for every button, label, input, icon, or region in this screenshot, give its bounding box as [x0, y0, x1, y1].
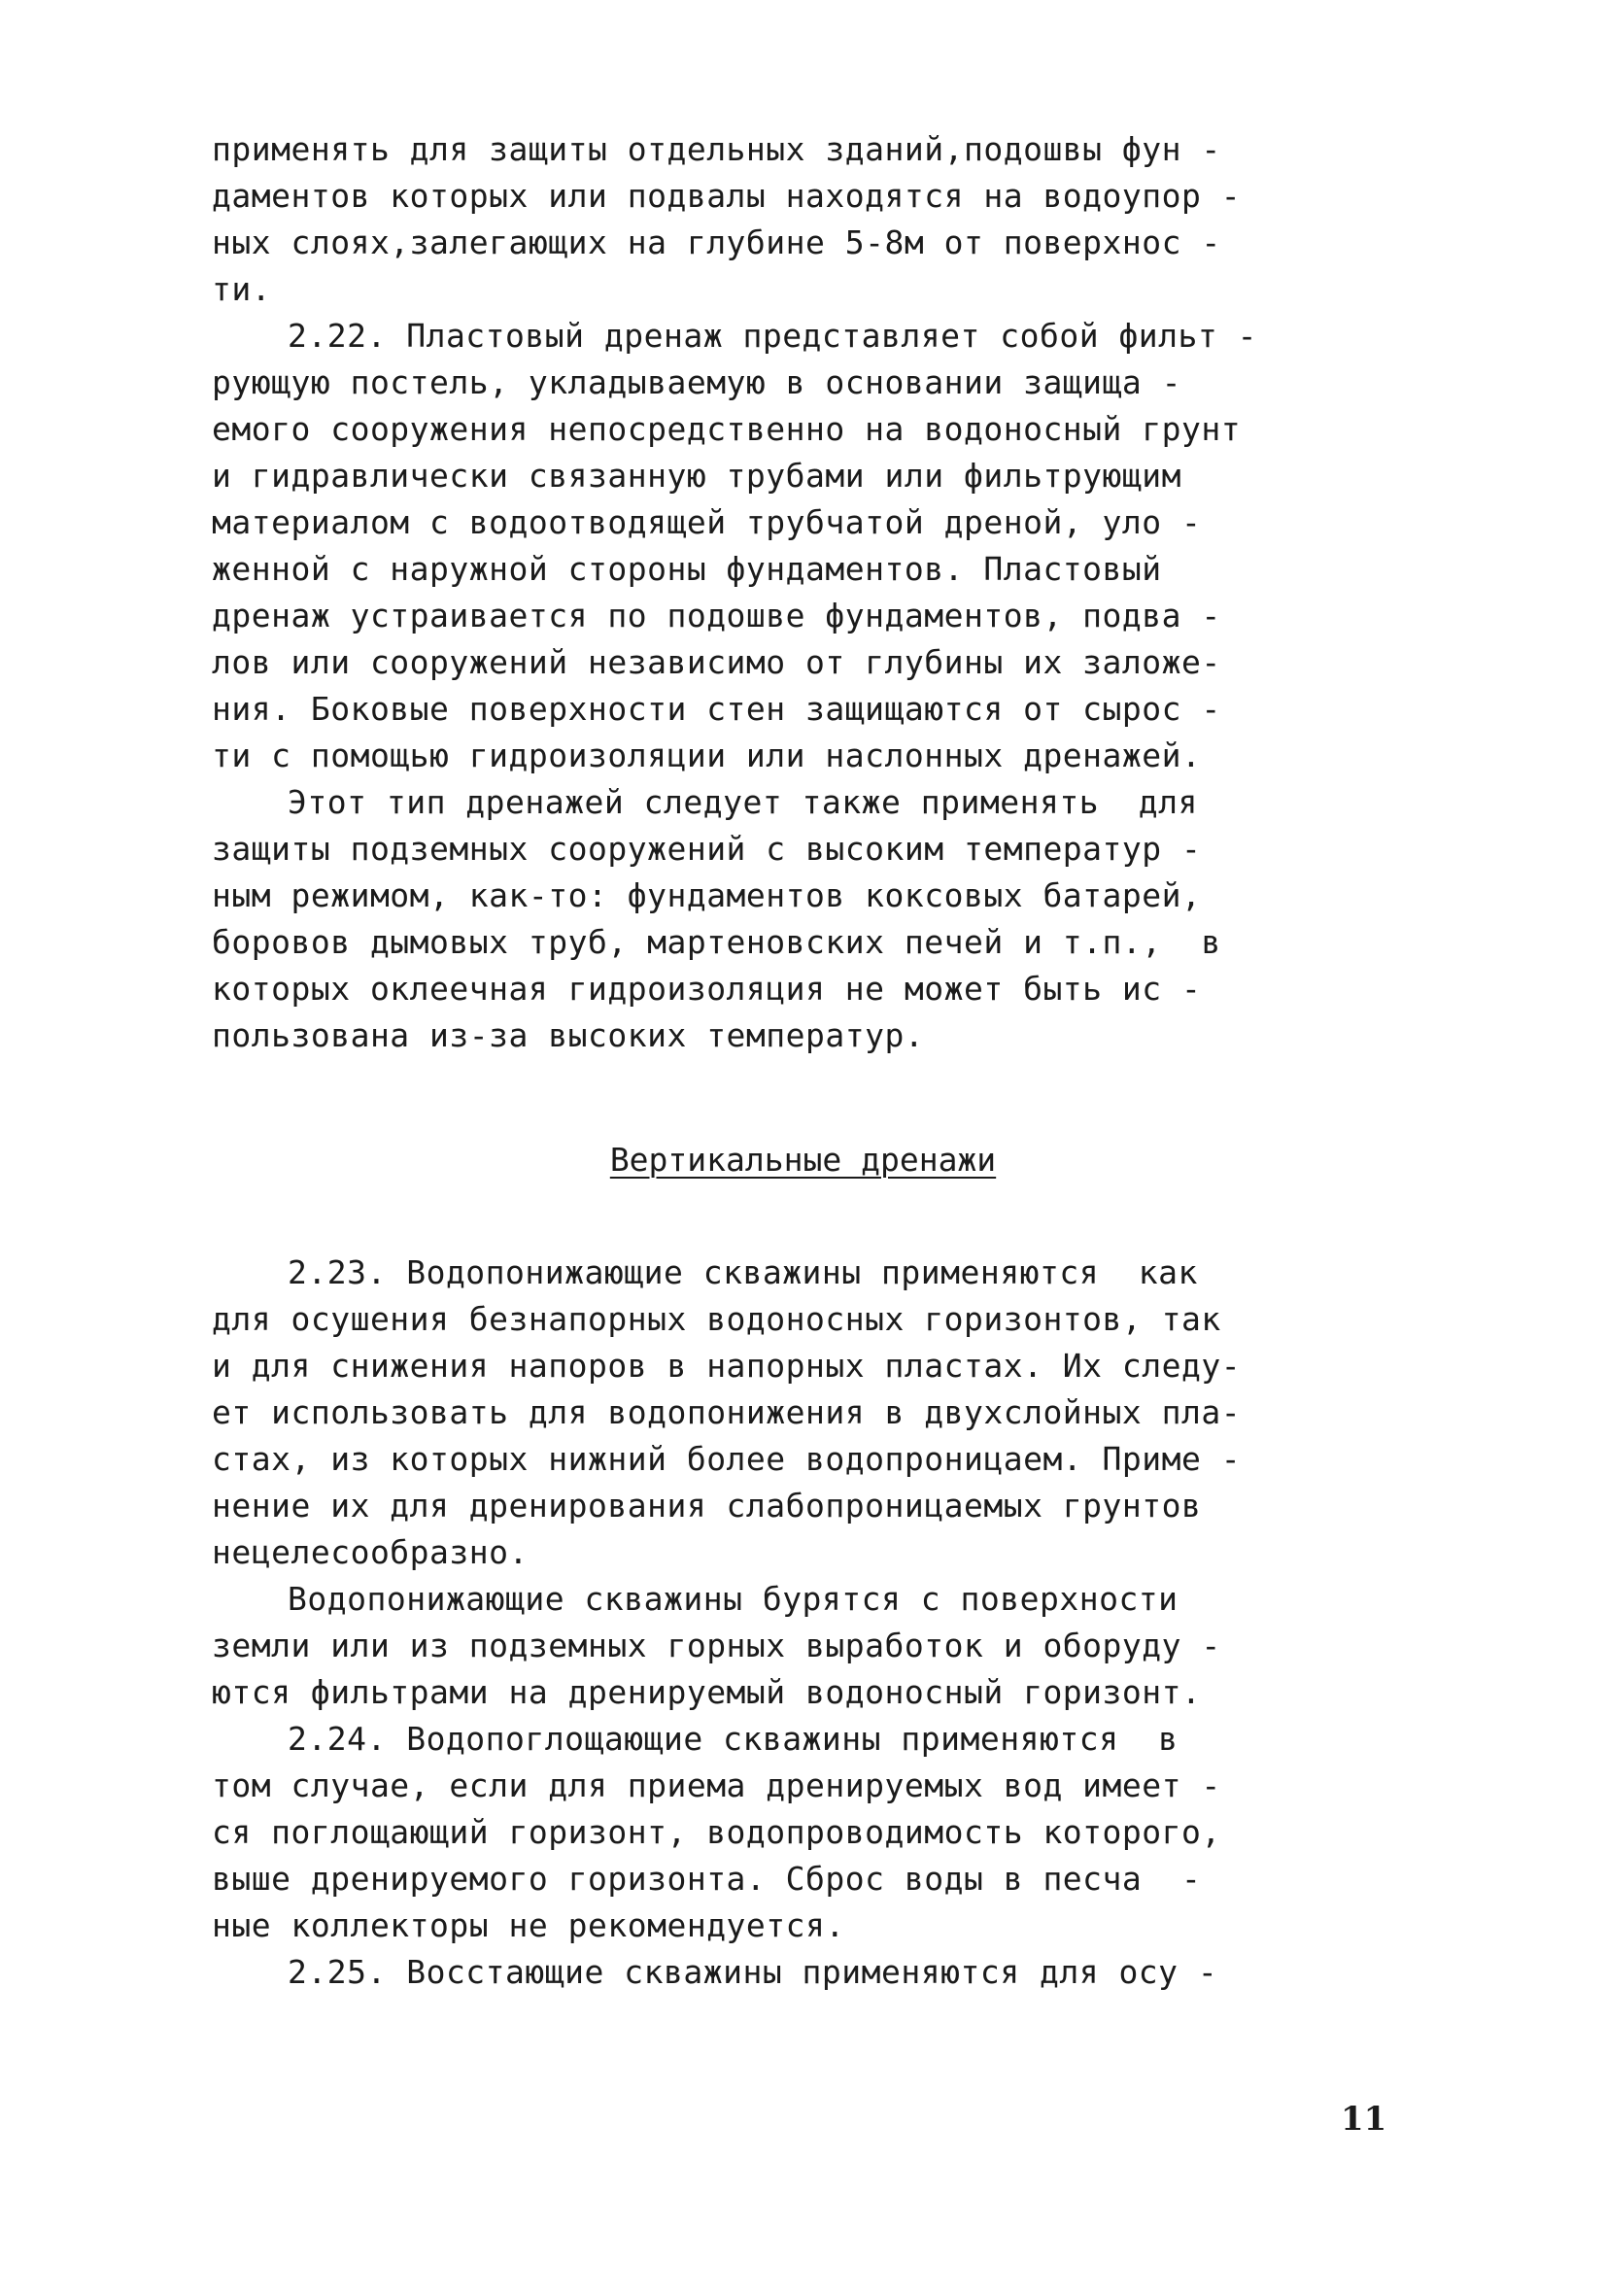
text-line: нение их для дренирования слабопроницаемых грунтов [212, 1487, 1202, 1525]
text-line: которых оклеечная гидроизоляция не может быть ис - [212, 970, 1202, 1008]
text-line: ся поглощающий горизонт, водопроводимость которого, [212, 1813, 1221, 1851]
text-line: дренаж устраивается по подошве фундаментов, подва - [212, 597, 1221, 634]
text-line: защиты подземных сооружений с высоким температур - [212, 830, 1202, 868]
text-line: земли или из подземных горных выработок и оборуду - [212, 1627, 1221, 1664]
text-line: материалом с водоотводящей трубчатой дреной, уло - [212, 503, 1202, 541]
section-heading [0, 1141, 1606, 1180]
paragraph-2-22-start: 2.22. Пластовый дренаж представляет собой фильт - [288, 317, 1258, 355]
text-line: ти. [212, 270, 272, 308]
text-line: для осушения безнапорных водоносных горизонтов, так [212, 1300, 1221, 1338]
text-line: ные коллекторы не рекомендуется. [212, 1906, 845, 1944]
text-line: лов или сооружений независимо от глубины их заложе- [212, 643, 1221, 681]
paragraph-2-24-start: 2.24. Водопоглощающие скважины применяются в [288, 1720, 1179, 1758]
paragraph-start: Этот тип дренажей следует также применять для [288, 783, 1198, 821]
text-line: женной с наружной стороны фундаментов. Пластовый [212, 550, 1162, 588]
text-line: ти с помощью гидроизоляции или наслонных дренажей. [212, 737, 1202, 774]
text-line: боровов дымовых труб, мартеновских печей и т.п., в [212, 923, 1221, 961]
text-line: емого сооружения непосредственно на водоносный грунт [212, 410, 1242, 448]
text-line: ния. Боковые поверхности стен защищаются от сырос - [212, 690, 1221, 728]
text-line: и для снижения напоров в напорных пластах. Их следу- [212, 1347, 1242, 1385]
paragraph-2-23-start: 2.23. Водопонижающие скважины применяются как [288, 1253, 1198, 1291]
text-line: ным режимом, как-то: фундаментов коксовых батарей, [212, 876, 1202, 914]
paragraph-start: Водопонижающие скважины бурятся с поверхности [288, 1580, 1179, 1618]
text-line: стах, из которых нижний более водопроницаем. Приме - [212, 1440, 1242, 1478]
page-number: 11 [1341, 2100, 1387, 2139]
text-line: ются фильтрами на дренируемый водоносный горизонт. [212, 1673, 1202, 1711]
text-line: выше дренируемого горизонта. Сброс воды в песча - [212, 1860, 1202, 1898]
text-line: ет использовать для водопонижения в двухслойных пла- [212, 1393, 1242, 1431]
text-line: применять для защиты отдельных зданий,подошвы фун - [212, 130, 1221, 168]
text-line: нецелесообразно. [212, 1533, 529, 1571]
paragraph-2-25-start: 2.25. Восстающие скважины применяются для осу - [288, 1953, 1218, 1991]
section-heading-text: Вертикальные дренажи [609, 1141, 997, 1179]
text-line: том случае, если для приема дренируемых вод имеет - [212, 1766, 1221, 1804]
text-line: пользована из-за высоких температур. [212, 1016, 925, 1054]
text-line: ных слоях,залегающих на глубине 5-8м от поверхнос - [212, 223, 1221, 261]
text-line: даментов которых или подвалы находятся на водоупор - [212, 177, 1242, 215]
text-line: и гидравлически связанную трубами или фильтрующим [212, 457, 1182, 495]
text-line: рующую постель, укладываемую в основании защища - [212, 363, 1182, 401]
